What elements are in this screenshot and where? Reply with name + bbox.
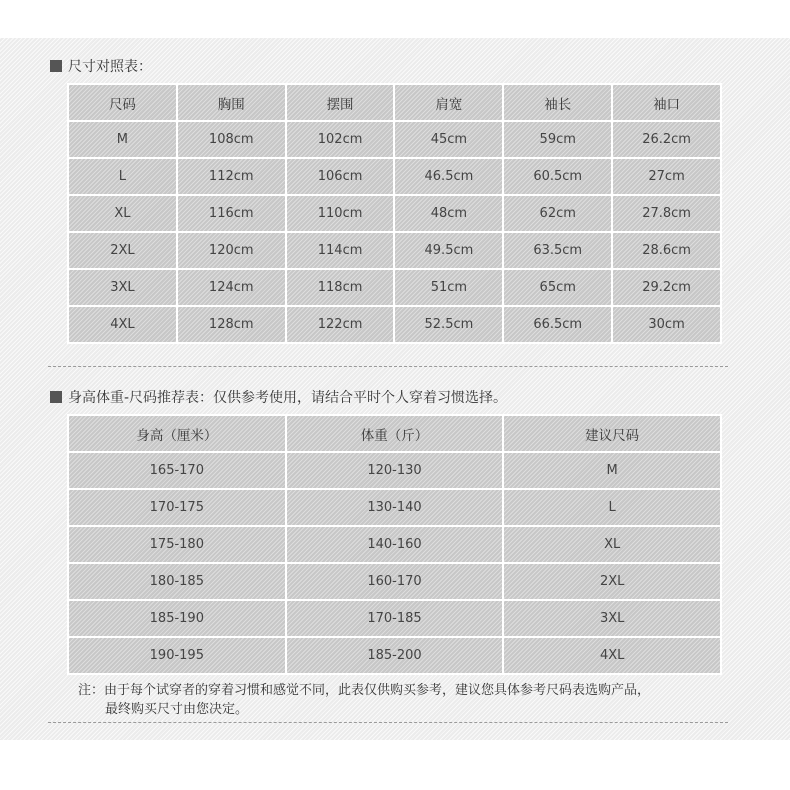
table-cell: L (503, 489, 721, 526)
table-cell: 28.6cm (612, 232, 721, 269)
table-cell: L (68, 158, 177, 195)
table-cell: 170-175 (68, 489, 286, 526)
size-note (78, 681, 650, 719)
table-cell: 102cm (286, 121, 395, 158)
table-row (68, 600, 721, 637)
table-cell: 4XL (503, 637, 721, 674)
table-cell: 124cm (177, 269, 286, 306)
dashed-divider (48, 366, 728, 367)
header-recommended-size: 建议尺码 (503, 415, 721, 452)
table-cell: 130-140 (286, 489, 504, 526)
table-cell: 180-185 (68, 563, 286, 600)
table-row (68, 563, 721, 600)
note-line-2: 最终购买尺寸由您决定。 (105, 702, 249, 717)
table-cell: 120cm (177, 232, 286, 269)
table-row (68, 452, 721, 489)
header-chest: 胸围 (177, 84, 286, 121)
table-cell: 65cm (503, 269, 612, 306)
table-row (68, 121, 721, 158)
table-cell: 116cm (177, 195, 286, 232)
table-cell: 26.2cm (612, 121, 721, 158)
table-cell: 27cm (612, 158, 721, 195)
table-cell: 175-180 (68, 526, 286, 563)
table-cell: 112cm (177, 158, 286, 195)
recommend-chart-heading (50, 387, 507, 407)
table-cell: 4XL (68, 306, 177, 343)
recommend-chart-table (67, 414, 722, 675)
header-shoulder: 肩宽 (394, 84, 503, 121)
table-cell: 128cm (177, 306, 286, 343)
table-cell: 140-160 (286, 526, 504, 563)
table-row (68, 489, 721, 526)
table-cell: 63.5cm (503, 232, 612, 269)
table-cell: 185-190 (68, 600, 286, 637)
table-cell: M (503, 452, 721, 489)
table-cell: 60.5cm (503, 158, 612, 195)
table-cell: XL (68, 195, 177, 232)
header-height: 身高（厘米） (68, 415, 286, 452)
table-cell: 185-200 (286, 637, 504, 674)
table-cell: 122cm (286, 306, 395, 343)
table-cell: 170-185 (286, 600, 504, 637)
recommend-chart-title: 身高体重-尺码推荐表：仅供参考使用，请结合平时个人穿着习惯选择。 (68, 390, 508, 406)
table-cell: 45cm (394, 121, 503, 158)
table-cell: XL (503, 526, 721, 563)
table-row (68, 195, 721, 232)
table-cell: 120-130 (286, 452, 504, 489)
size-chart-title: 尺寸对照表： (68, 59, 152, 75)
size-chart-heading (50, 56, 152, 76)
table-cell: 165-170 (68, 452, 286, 489)
table-cell: 3XL (503, 600, 721, 637)
table-cell: 106cm (286, 158, 395, 195)
table-cell: 66.5cm (503, 306, 612, 343)
table-cell: M (68, 121, 177, 158)
table-row (68, 269, 721, 306)
table-cell: 46.5cm (394, 158, 503, 195)
table-cell: 62cm (503, 195, 612, 232)
table-cell: 52.5cm (394, 306, 503, 343)
table-row (68, 306, 721, 343)
header-size: 尺码 (68, 84, 177, 121)
header-hem: 摆围 (286, 84, 395, 121)
table-row (68, 158, 721, 195)
table-row (68, 526, 721, 563)
size-chart-table (67, 83, 722, 344)
table-row (68, 232, 721, 269)
table-cell: 48cm (394, 195, 503, 232)
table-cell: 114cm (286, 232, 395, 269)
header-cuff: 袖口 (612, 84, 721, 121)
table-cell: 110cm (286, 195, 395, 232)
table-cell: 29.2cm (612, 269, 721, 306)
table-cell: 3XL (68, 269, 177, 306)
table-cell: 160-170 (286, 563, 504, 600)
table-cell: 2XL (503, 563, 721, 600)
table-cell: 27.8cm (612, 195, 721, 232)
table-header-row (68, 84, 721, 121)
table-cell: 2XL (68, 232, 177, 269)
table-cell: 118cm (286, 269, 395, 306)
header-sleeve-length: 袖长 (503, 84, 612, 121)
dashed-divider (48, 722, 728, 723)
table-header-row (68, 415, 721, 452)
header-weight: 体重（斤） (286, 415, 504, 452)
square-bullet-icon (50, 60, 62, 72)
table-row (68, 637, 721, 674)
square-bullet-icon (50, 391, 62, 403)
table-cell: 190-195 (68, 637, 286, 674)
table-cell: 59cm (503, 121, 612, 158)
table-cell: 49.5cm (394, 232, 503, 269)
table-cell: 51cm (394, 269, 503, 306)
note-line-1: 注：由于每个试穿者的穿着习惯和感觉不同，此表仅供购买参考，建议您具体参考尺码表选购产品， (78, 683, 651, 698)
table-cell: 108cm (177, 121, 286, 158)
table-cell: 30cm (612, 306, 721, 343)
